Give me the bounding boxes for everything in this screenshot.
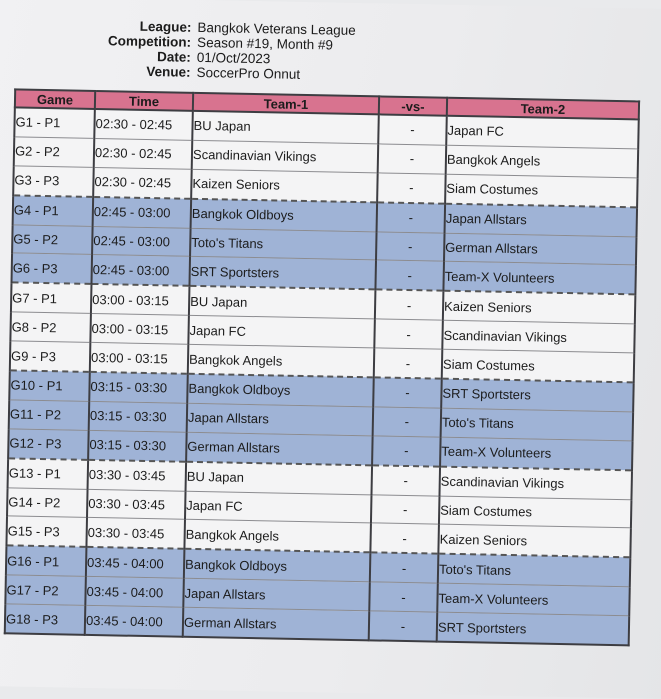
time-cell: 02:30 - 02:45 <box>94 138 193 169</box>
vs-cell: - <box>370 553 439 584</box>
time-cell: 03:30 - 03:45 <box>86 518 185 549</box>
team2-cell: Team-X Volunteers <box>437 583 630 616</box>
vs-cell: - <box>371 494 440 524</box>
game-cell: G5 - P2 <box>12 224 93 254</box>
team2-cell: Bangkok Angels <box>446 145 639 178</box>
time-cell: 03:30 - 03:45 <box>87 489 186 520</box>
time-cell: 03:45 - 04:00 <box>86 547 185 578</box>
vs-cell: - <box>376 231 445 261</box>
time-cell: 02:45 - 03:00 <box>91 255 190 286</box>
game-cell: G12 - P3 <box>8 429 89 460</box>
team1-cell: German Allstars <box>183 607 370 640</box>
team1-cell: Bangkok Oldboys <box>187 374 374 407</box>
team1-cell: Toto's Titans <box>190 228 377 260</box>
team1-cell: BU Japan <box>186 461 373 494</box>
team1-cell: Kaizen Seniors <box>191 169 378 202</box>
time-cell: 02:45 - 03:00 <box>92 226 191 257</box>
league-value: Bangkok Veterans League <box>197 19 356 38</box>
vs-cell: - <box>377 202 446 233</box>
vs-cell: - <box>372 436 441 467</box>
vs-cell: - <box>373 377 442 408</box>
time-cell: 02:30 - 02:45 <box>94 109 193 140</box>
team2-cell: Team-X Volunteers <box>440 437 633 470</box>
game-cell: G9 - P3 <box>10 341 91 372</box>
team2-cell: Toto's Titans <box>438 554 631 587</box>
column-header-time: Time <box>95 91 193 111</box>
venue-value: SoccerPro Onnut <box>196 64 301 82</box>
team2-cell: Japan FC <box>446 116 639 149</box>
time-cell: 03:15 - 03:30 <box>89 372 188 403</box>
competition-value: Season #19, Month #9 <box>197 34 334 53</box>
time-cell: 03:45 - 04:00 <box>85 606 184 637</box>
schedule-body <box>5 107 639 645</box>
team2-cell: SRT Sportsters <box>437 612 630 645</box>
team1-cell: Bangkok Angels <box>188 344 375 377</box>
time-cell: 02:45 - 03:00 <box>93 197 192 228</box>
league-label: League: <box>139 18 192 35</box>
team2-cell: Siam Costumes <box>445 174 638 207</box>
game-cell: G7 - P1 <box>11 283 92 314</box>
date-label: Date: <box>156 49 192 65</box>
vs-cell: - <box>369 611 438 642</box>
team2-cell: Toto's Titans <box>441 408 634 441</box>
game-cell: G17 - P2 <box>5 575 86 605</box>
team2-cell: Scandinavian Vikings <box>439 466 632 499</box>
team2-cell: German Allstars <box>444 233 637 266</box>
team1-cell: Japan Allstars <box>183 579 370 611</box>
game-cell: G15 - P3 <box>6 516 87 547</box>
competition-label: Competition: <box>107 33 192 50</box>
vs-cell: - <box>372 465 441 496</box>
vs-cell: - <box>375 290 444 321</box>
game-cell: G13 - P1 <box>8 458 89 489</box>
team1-cell: Japan FC <box>188 316 375 348</box>
vs-cell: - <box>374 319 443 349</box>
schedule-table <box>4 88 640 646</box>
vs-cell: - <box>378 114 447 145</box>
team2-cell: Team-X Volunteers <box>443 262 636 295</box>
vs-cell: - <box>375 260 444 291</box>
vs-cell: - <box>373 407 442 437</box>
match-info-header <box>100 18 355 83</box>
team1-cell: BU Japan <box>189 286 376 319</box>
team1-cell: Bangkok Angels <box>184 520 371 553</box>
vs-cell: - <box>377 173 446 204</box>
team2-cell: Japan Allstars <box>445 203 638 236</box>
team1-cell: SRT Sportsters <box>189 257 376 290</box>
time-cell: 03:00 - 03:15 <box>91 284 190 315</box>
time-cell: 03:00 - 03:15 <box>90 343 189 374</box>
time-cell: 03:15 - 03:30 <box>89 401 188 432</box>
team1-cell: BU Japan <box>192 111 379 144</box>
column-header-vs: -vs- <box>379 96 447 115</box>
time-cell: 03:30 - 03:45 <box>88 460 187 491</box>
column-header-team1: Team-1 <box>193 93 379 115</box>
vs-cell: - <box>369 582 438 612</box>
team2-cell: Kaizen Seniors <box>438 525 631 558</box>
game-cell: G11 - P2 <box>9 400 90 430</box>
date-value: 01/Oct/2023 <box>196 49 271 67</box>
game-cell: G18 - P3 <box>5 604 86 635</box>
team1-cell: German Allstars <box>186 432 373 465</box>
time-cell: 03:45 - 04:00 <box>85 577 184 608</box>
time-cell: 02:30 - 02:45 <box>93 167 192 198</box>
team1-cell: Japan Allstars <box>187 403 374 435</box>
team1-cell: Scandinavian Vikings <box>192 140 379 172</box>
time-cell: 03:15 - 03:30 <box>88 430 187 461</box>
game-cell: G10 - P1 <box>9 370 90 401</box>
vs-cell: - <box>374 348 443 379</box>
column-header-team2: Team-2 <box>447 98 639 120</box>
team2-cell: Kaizen Seniors <box>443 291 636 324</box>
game-cell: G16 - P1 <box>6 546 87 577</box>
game-cell: G8 - P2 <box>10 312 91 342</box>
team2-cell: Siam Costumes <box>442 349 635 382</box>
vs-cell: - <box>370 523 439 554</box>
team1-cell: Bangkok Oldboys <box>184 549 371 582</box>
game-cell: G3 - P3 <box>13 166 94 197</box>
venue-label: Venue: <box>146 63 191 80</box>
time-cell: 03:00 - 03:15 <box>90 314 189 345</box>
team1-cell: Japan FC <box>185 491 372 523</box>
team1-cell: Bangkok Oldboys <box>191 198 378 231</box>
team2-cell: Scandinavian Vikings <box>442 320 635 353</box>
team2-cell: Siam Costumes <box>439 496 632 529</box>
game-cell: G14 - P2 <box>7 487 88 517</box>
game-cell: G1 - P1 <box>14 107 95 138</box>
team2-cell: SRT Sportsters <box>441 379 634 412</box>
game-cell: G2 - P2 <box>14 137 95 167</box>
game-cell: G4 - P1 <box>13 195 94 226</box>
vs-cell: - <box>378 144 447 174</box>
game-cell: G6 - P3 <box>11 253 92 284</box>
column-header-game: Game <box>15 89 95 109</box>
